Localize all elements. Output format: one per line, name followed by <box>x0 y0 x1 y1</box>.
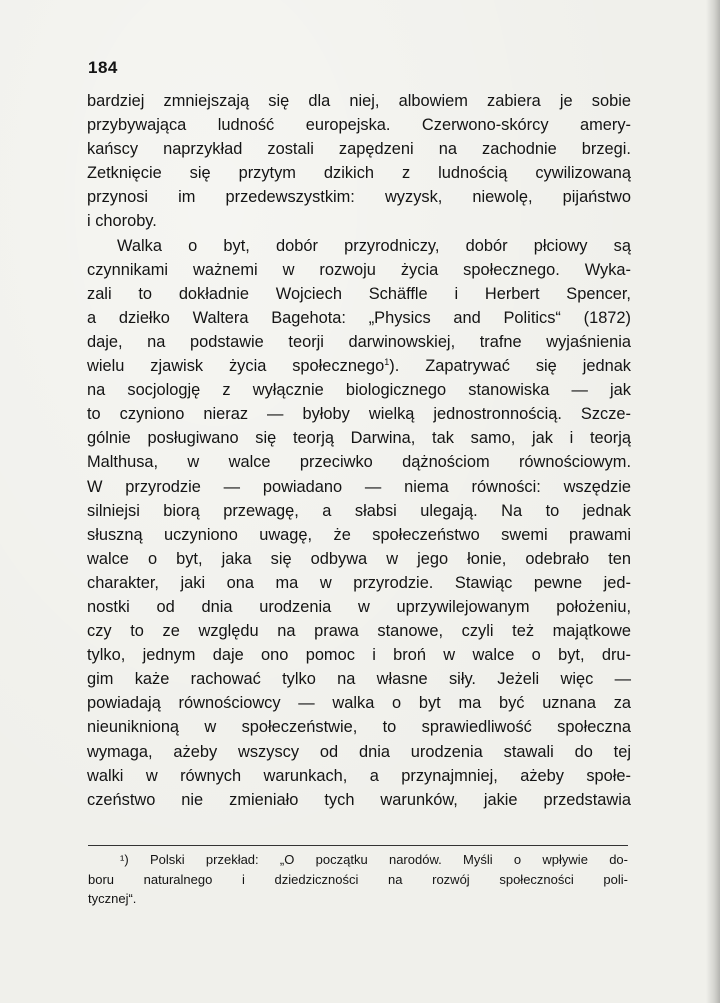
text-line: Malthusa, w walce przeciwko dążnościom równościowym. <box>87 453 631 472</box>
text-line: daje, na podstawie teorji darwinowskiej, trafne wyjaśnienia <box>87 332 631 351</box>
footnote-line: tycznej“. <box>88 891 137 906</box>
text-line: a dziełko Waltera Bagehota: „Physics and Politics“ (1872) <box>87 308 631 327</box>
text-line: kańscy naprzykład zostali zapędzeni na zachodnie brzegi. <box>87 140 631 159</box>
footnote <box>88 850 628 909</box>
text-line: wymaga, ażeby wszyscy od dnia urodzenia stawali do tej <box>87 742 631 761</box>
text-line: czynnikami ważnemi w rozwoju życia społecznego. Wyka- <box>87 260 631 279</box>
text-fragment: wielu zjawisk życia społecznego <box>87 357 385 376</box>
text-line: to czyniono nieraz — byłoby wielką jednostronnością. Szcze- <box>87 405 631 424</box>
text-line: tylko, jednym daje ono pomoc i broń w walce o byt, dru- <box>87 646 631 665</box>
text-line: Zetknięcie się przytym dzikich z ludnością cywilizowaną <box>87 164 631 183</box>
text-line: walce o byt, jaka się odbywa w jego łonie, odebrało ten <box>87 549 631 568</box>
body-text <box>87 89 631 812</box>
text-line: czy to ze względu na prawa stanowe, czyli też majątkowe <box>87 622 631 641</box>
footnote-separator <box>88 845 628 846</box>
text-line: bardziej zmniejszają się dla niej, albowiem zabiera je sobie <box>87 92 631 110</box>
text-line-with-footnote-ref <box>87 354 631 378</box>
paragraph-start-line: Walka o byt, dobór przyrodniczy, dobór płciowy są <box>117 236 631 255</box>
text-line: przybywająca ludność europejska. Czerwono-skórcy amery- <box>87 116 631 135</box>
text-line: słuszną uczyniono uwagę, że społeczeństwo swemi prawami <box>87 525 631 544</box>
text-line: i choroby. <box>87 212 157 231</box>
text-line: przynosi im przedewszystkim: wyzysk, niewolę, pijaństwo <box>87 188 631 207</box>
text-line: czeństwo nie zmieniało tych warunków, jakie przedstawia <box>87 790 631 809</box>
text-line: na socjologję z wyłącznie biologicznego stanowiska — jak <box>87 381 631 400</box>
footnote-line: boru naturalnego i dziedziczności na rozwój społeczności poli- <box>88 871 628 887</box>
text-line: W przyrodzie — powiadano — niema równości: wszędzie <box>87 477 631 496</box>
text-fragment: ). Zapatrywać się jednak <box>389 357 631 376</box>
text-line: nostki od dnia urodzenia w uprzywilejowanym położeniu, <box>87 597 631 616</box>
text-line: walki w równych warunkach, a przynajmniej, ażeby społe- <box>87 766 631 785</box>
page-edge-shadow <box>706 0 720 1003</box>
text-line: zali to dokładnie Wojciech Schäffle i Herbert Spencer, <box>87 284 631 303</box>
text-line: charakter, jaki ona ma w przyrodzie. Stawiąc pewne jed- <box>87 573 631 592</box>
page-number: 184 <box>88 58 118 77</box>
text-line: nieuniknioną w społeczeństwie, to sprawiedliwość społeczna <box>87 718 631 737</box>
text-line: gólnie posługiwano się teorją Darwina, tak samo, jak i teorją <box>87 429 631 448</box>
footnote-line: ¹) Polski przekład: „O początku narodów. Myśli o wpływie do- <box>120 852 628 867</box>
footnote-reference: 1 <box>384 357 390 368</box>
text-line: powiadają równościowcy — walka o byt ma być uznana za <box>87 694 631 713</box>
text-line: silniejsi biorą przewagę, a słabsi ulegają. Na to jednak <box>87 501 631 520</box>
text-line: gim każe rachować tylko na własne siły. Jeżeli więc — <box>87 670 631 689</box>
